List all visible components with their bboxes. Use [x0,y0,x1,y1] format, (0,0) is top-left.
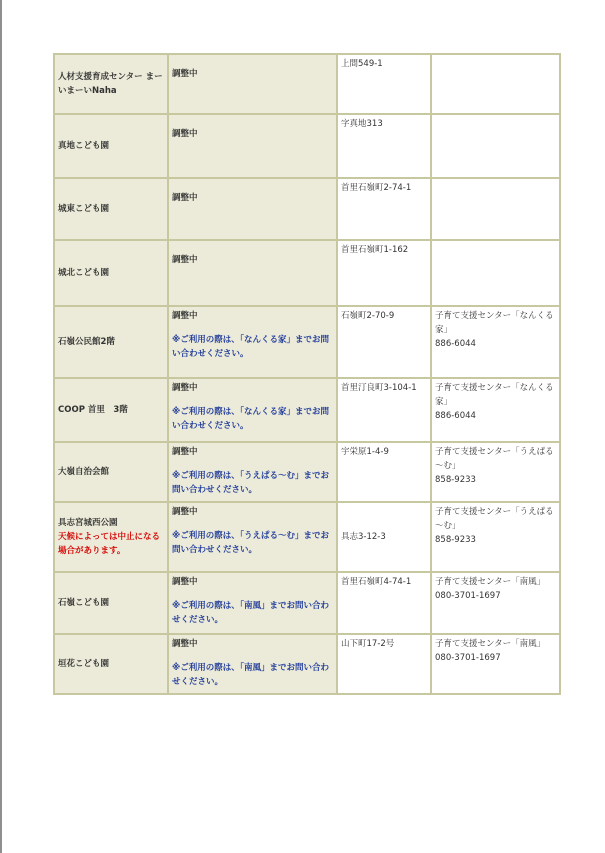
address-cell [337,240,431,306]
status-text: 調整中 [172,447,198,457]
address-cell [337,54,431,114]
contact-phone: 080-3701-1697 [435,653,501,663]
address-text: 具志3-12-3 [341,532,386,542]
status-cell [168,634,337,694]
facility-name: 具志宮城西公園 [58,518,118,528]
table-row [54,240,560,306]
facility-name-cell [54,240,168,306]
inquiry-note: ※ご利用の際は、「うえぱる～む」までお問い合わせください。 [172,471,330,495]
address-text: 首里石嶺町4-74-1 [341,577,412,587]
address-cell [337,502,431,572]
contact-cell [431,240,560,306]
contact-phone: 886-6044 [435,411,476,421]
spacer [172,459,333,469]
facility-name-cell [54,114,168,178]
spacer [172,323,333,333]
facility-name: 石嶺公民館2階 [58,337,115,347]
address-text: 山下町17-2号 [341,639,395,649]
status-text: 調整中 [172,193,198,203]
contact-phone: 858-9233 [435,535,476,545]
facility-name: 城東こども園 [58,204,110,214]
status-text: 調整中 [172,311,198,321]
facility-name-cell [54,634,168,694]
table-row [54,178,560,240]
contact-center: 子育て支援センター「うえぱる～む」 [435,507,554,531]
status-cell [168,114,337,178]
status-cell [168,572,337,634]
contact-center: 子育て支援センター「なんくる家」 [435,383,554,407]
page-left-border [0,0,2,853]
contact-cell [431,114,560,178]
table-row [54,572,560,634]
inquiry-note: ※ご利用の際は、「なんくる家」までお問い合わせください。 [172,335,330,359]
address-text: 石嶺町2-70-9 [341,311,395,321]
inquiry-note: ※ご利用の際は、「なんくる家」までお問い合わせください。 [172,407,330,431]
facility-name: 城北こども園 [58,268,110,278]
spacer [172,651,333,661]
contact-center: 子育て支援センター「うえぱる～む」 [435,447,554,471]
contact-cell [431,634,560,694]
address-text: 上間549-1 [341,59,383,69]
address-text: 字真地313 [341,119,383,129]
contact-cell [431,178,560,240]
status-text: 調整中 [172,639,198,649]
status-cell [168,54,337,114]
inquiry-note: ※ご利用の際は、「南風」までお問い合わせください。 [172,663,330,687]
address-cell [337,178,431,240]
status-text: 調整中 [172,507,198,517]
contact-cell [431,306,560,378]
status-cell [168,502,337,572]
contact-cell [431,378,560,442]
status-cell [168,442,337,502]
status-text: 調整中 [172,383,198,393]
spacer [172,395,333,405]
facility-name-cell [54,54,168,114]
spacer [172,519,333,529]
status-text: 調整中 [172,577,198,587]
address-text: 首里石嶺町2-74-1 [341,183,412,193]
status-cell [168,240,337,306]
table-row [54,634,560,694]
status-cell [168,178,337,240]
facility-name: 人材支援育成センター まーいまーいNaha [58,72,163,96]
address-cell [337,634,431,694]
contact-center: 子育て支援センター「南風」 [435,639,546,649]
facility-name-cell [54,572,168,634]
facility-name-cell [54,378,168,442]
facility-name: 垣花こども園 [58,659,110,669]
address-text: 宇栄原1-4-9 [341,447,389,457]
status-cell [168,306,337,378]
status-text: 調整中 [172,255,198,265]
status-text: 調整中 [172,129,198,139]
status-cell [168,378,337,442]
table-row [54,502,560,572]
facility-name: 石嶺こども園 [58,598,110,608]
facility-name: COOP 首里 3階 [58,405,128,415]
contact-center: 子育て支援センター「南風」 [435,577,546,587]
facility-name-cell [54,306,168,378]
table-row [54,114,560,178]
table-row [54,306,560,378]
contact-cell [431,572,560,634]
contact-cell [431,502,560,572]
facility-name-cell [54,442,168,502]
address-cell [337,114,431,178]
contact-phone: 886-6044 [435,339,476,349]
address-text: 首里石嶺町1-162 [341,245,409,255]
contact-center: 子育て支援センター「なんくる家」 [435,311,554,335]
contact-cell [431,442,560,502]
address-cell [337,306,431,378]
weather-warning: 天候によっては中止になる場合があります。 [58,532,161,556]
spacer [172,589,333,599]
table-body [54,54,560,694]
facility-name-cell [54,502,168,572]
facility-name: 真地こども園 [58,141,110,151]
contact-phone: 858-9233 [435,475,476,485]
facility-schedule-table [53,53,561,695]
inquiry-note: ※ご利用の際は、「南風」までお問い合わせください。 [172,601,330,625]
inquiry-note: ※ご利用の際は、「うえぱる～む」までお問い合わせください。 [172,531,330,555]
address-cell [337,378,431,442]
address-cell [337,442,431,502]
address-text: 首里汀良町3-104-1 [341,383,417,393]
table-row [54,442,560,502]
address-cell [337,572,431,634]
contact-cell [431,54,560,114]
table-row [54,378,560,442]
status-text: 調整中 [172,69,198,79]
table-row [54,54,560,114]
facility-name: 大嶺自治会館 [58,467,110,477]
contact-phone: 080-3701-1697 [435,591,501,601]
facility-name-cell [54,178,168,240]
